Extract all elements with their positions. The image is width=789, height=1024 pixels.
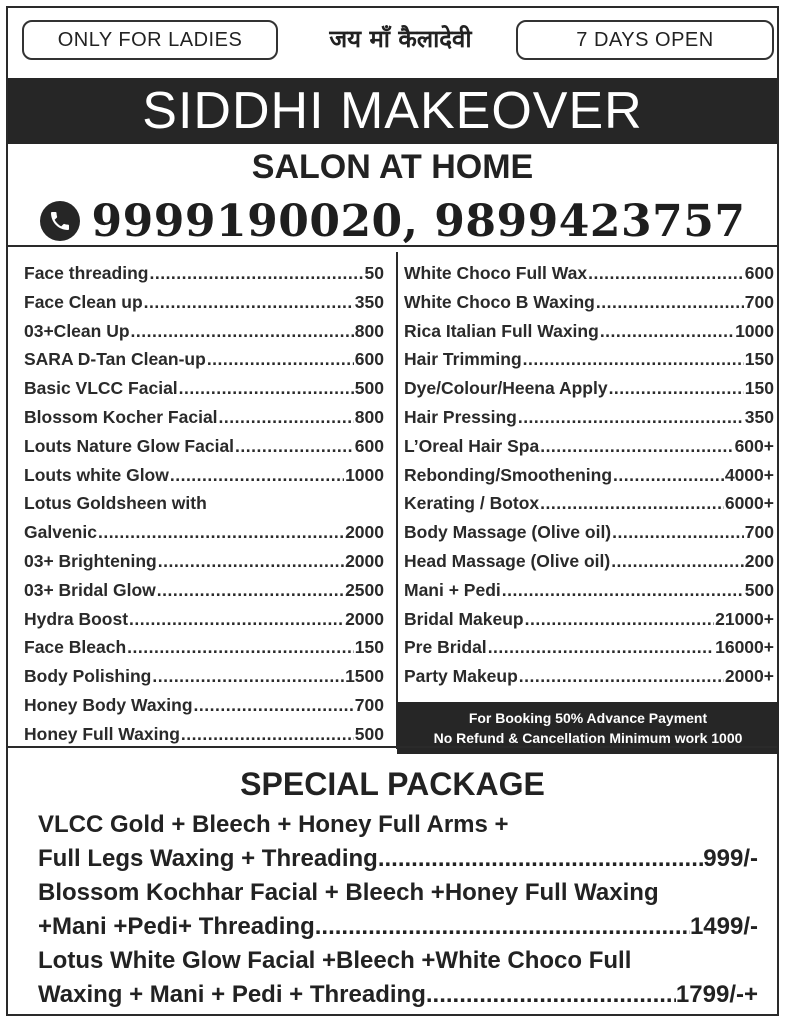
- service-name: Dye/Colour/Heena Apply: [404, 378, 608, 399]
- service-item: [24, 547, 384, 576]
- service-price: 700: [354, 694, 384, 715]
- service-item: [24, 288, 384, 317]
- service-price: 2000: [345, 550, 384, 571]
- service-price: 6000+: [724, 493, 774, 514]
- service-name: Basic VLCC Facial: [24, 378, 178, 399]
- leader-dots: [315, 910, 690, 944]
- service-price: 1500: [345, 666, 384, 687]
- service-name: Mani + Pedi: [404, 579, 501, 600]
- service-name: Hydra Boost: [24, 608, 129, 629]
- package-line: [38, 910, 758, 944]
- package-price: 1499/-: [689, 913, 758, 940]
- leader-dots: [181, 720, 354, 749]
- leader-dots: [129, 605, 344, 634]
- service-item: [404, 461, 774, 490]
- service-price: 500: [354, 723, 384, 744]
- leader-dots: [179, 374, 354, 403]
- tagline: SALON AT HOME: [251, 148, 534, 186]
- package-line: Blossom Kochhar Facial + Bleech +Honey Full Waxing: [38, 879, 659, 906]
- leader-dots: [219, 403, 354, 432]
- service-item: [24, 518, 384, 547]
- leader-dots: [426, 978, 676, 1012]
- service-name: Hair Trimming: [404, 349, 522, 370]
- service-item: [404, 633, 774, 662]
- booking-refund-text: No Refund & Cancellation Minimum work 1000: [433, 730, 743, 746]
- service-name: Face Clean up: [24, 291, 143, 312]
- service-item: [24, 432, 384, 461]
- service-price: 150: [744, 378, 774, 399]
- package-price: 999/-: [703, 845, 758, 872]
- service-item: [404, 576, 774, 605]
- service-name: L’Oreal Hair Spa: [404, 435, 540, 456]
- right-services-list: [404, 259, 774, 691]
- service-name: Head Massage (Olive oil): [404, 550, 611, 571]
- service-name: 03+Clean Up: [24, 320, 130, 341]
- service-price: 16000+: [715, 637, 774, 658]
- service-name: Kerating / Botox: [404, 493, 540, 514]
- service-item: [24, 720, 384, 749]
- phone-numbers[interactable]: 9999190020, 9899423757: [91, 195, 746, 247]
- service-name: Pre Bridal: [404, 637, 487, 658]
- leader-dots: [588, 259, 744, 288]
- service-item: [404, 547, 774, 576]
- leader-dots: [157, 576, 344, 605]
- service-price: 2000: [345, 522, 384, 543]
- service-price: 150: [354, 637, 384, 658]
- service-name: Hair Pressing: [404, 406, 517, 427]
- leader-dots: [611, 547, 744, 576]
- service-item: [404, 345, 774, 374]
- leader-dots: [158, 547, 344, 576]
- service-name: Face threading: [24, 263, 149, 283]
- service-name: Body Massage (Olive oil): [404, 522, 612, 543]
- service-name: Rica Italian Full Waxing: [404, 320, 599, 341]
- service-item: [404, 403, 774, 432]
- service-name: Galvenic: [24, 522, 97, 543]
- service-item: [24, 374, 384, 403]
- package-item: [38, 944, 758, 1012]
- package-line: Lotus White Glow Facial +Bleech +White Choco Full: [38, 947, 632, 974]
- leader-dots: [612, 518, 744, 547]
- package-line: [38, 842, 758, 876]
- leader-dots: [131, 317, 354, 346]
- service-name: Body Polishing: [24, 666, 152, 687]
- service-item: [404, 518, 774, 547]
- service-name: White Choco Full Wax: [404, 263, 588, 283]
- leader-dots: [194, 691, 354, 720]
- leader-dots: [98, 518, 344, 547]
- service-item: [404, 605, 774, 634]
- service-price: 700: [744, 291, 774, 312]
- service-price: 2000: [345, 608, 384, 629]
- service-item: [24, 259, 384, 288]
- service-price: 600+: [734, 435, 774, 456]
- package-line: [38, 978, 758, 1012]
- service-name: Party Makeup: [404, 666, 518, 687]
- service-price: 350: [744, 406, 774, 427]
- service-price: 800: [354, 320, 384, 341]
- column-divider: [396, 252, 398, 749]
- special-package-title: SPECIAL PACKAGE: [240, 766, 545, 802]
- service-price: 500: [354, 378, 384, 399]
- leader-dots: [502, 576, 744, 605]
- service-price: 4000+: [724, 464, 774, 485]
- service-price: 150: [744, 349, 774, 370]
- service-price: 200: [744, 550, 774, 571]
- leader-dots: [613, 461, 724, 490]
- leader-dots: [518, 403, 744, 432]
- service-price: 500: [744, 579, 774, 600]
- leader-dots: [235, 432, 354, 461]
- service-price: 2000+: [724, 666, 774, 687]
- service-item: [404, 317, 774, 346]
- leader-dots: [523, 345, 744, 374]
- service-item: [404, 662, 774, 691]
- service-price: 600: [354, 435, 384, 456]
- service-name: Rebonding/Smoothening: [404, 464, 613, 485]
- service-price: 600: [744, 263, 774, 283]
- service-name: Louts Nature Glow Facial: [24, 435, 235, 456]
- service-name: Louts white Glow: [24, 464, 169, 485]
- phone-icon: [40, 201, 80, 241]
- service-price: 50: [364, 263, 384, 283]
- package-line: Waxing + Mani + Pedi + Threading: [38, 981, 426, 1008]
- leader-dots: [519, 662, 724, 691]
- leader-dots: [596, 288, 744, 317]
- leader-dots: [378, 842, 703, 876]
- service-item: [404, 432, 774, 461]
- devotional-text: जय माँ कैलादेवी: [329, 25, 472, 53]
- service-item: [404, 374, 774, 403]
- leader-dots: [525, 605, 714, 634]
- service-item: [24, 576, 384, 605]
- service-price: 700: [744, 522, 774, 543]
- phone-line: [8, 190, 777, 252]
- service-name: Bridal Makeup: [404, 608, 524, 629]
- package-line: Full Legs Waxing + Threading: [38, 845, 378, 872]
- package-item: [38, 808, 758, 876]
- package-line: +Mani +Pedi+ Threading: [38, 913, 315, 940]
- service-item: [24, 691, 384, 720]
- leader-dots: [149, 259, 363, 288]
- leader-dots: [207, 345, 354, 374]
- divider: [8, 245, 777, 247]
- service-price: 1000: [345, 464, 384, 485]
- service-item: [404, 259, 774, 288]
- package-price: 1799/-+: [675, 981, 758, 1008]
- leader-dots: [488, 633, 714, 662]
- left-services-list: [24, 259, 384, 749]
- service-name: Lotus Goldsheen with: [24, 493, 207, 514]
- leader-dots: [127, 633, 354, 662]
- service-item: [404, 288, 774, 317]
- service-name: Honey Body Waxing: [24, 694, 193, 715]
- service-name: Face Bleach: [24, 637, 127, 658]
- leader-dots: [144, 288, 354, 317]
- ladies-only-badge: ONLY FOR LADIES: [22, 20, 278, 60]
- booking-advance-text: For Booking 50% Advance Payment: [468, 710, 708, 726]
- leader-dots: [609, 374, 744, 403]
- service-item: [24, 489, 384, 518]
- service-price: 350: [354, 291, 384, 312]
- service-name: 03+ Bridal Glow: [24, 579, 156, 600]
- days-open-badge: 7 DAYS OPEN: [516, 20, 774, 60]
- top-bar: [8, 8, 777, 78]
- service-item: [24, 317, 384, 346]
- service-price: 21000+: [715, 608, 774, 629]
- leader-dots: [540, 489, 724, 518]
- service-item: [24, 662, 384, 691]
- service-item: [24, 633, 384, 662]
- brand-banner: [8, 78, 777, 144]
- service-name: Honey Full Waxing: [24, 723, 180, 744]
- service-price: 600: [354, 349, 384, 370]
- package-item: [38, 876, 758, 944]
- service-name: White Choco B Waxing: [404, 291, 595, 312]
- service-price: 800: [354, 406, 384, 427]
- package-line: VLCC Gold + Bleech + Honey Full Arms +: [38, 811, 509, 838]
- service-price: 1000: [735, 320, 774, 341]
- service-item: [24, 461, 384, 490]
- flyer: [6, 6, 779, 1016]
- leader-dots: [540, 432, 733, 461]
- service-item: [24, 605, 384, 634]
- divider: [8, 746, 777, 748]
- service-item: [24, 345, 384, 374]
- service-name: SARA D-Tan Clean-up: [24, 349, 206, 370]
- service-item: [404, 489, 774, 518]
- leader-dots: [170, 461, 344, 490]
- brand-name: SIDDHI MAKEOVER: [142, 82, 643, 140]
- service-price: 2500: [345, 579, 384, 600]
- service-name: Blossom Kocher Facial: [24, 406, 218, 427]
- service-item: [24, 403, 384, 432]
- service-name: 03+ Brightening: [24, 550, 157, 571]
- leader-dots: [600, 317, 734, 346]
- leader-dots: [152, 662, 344, 691]
